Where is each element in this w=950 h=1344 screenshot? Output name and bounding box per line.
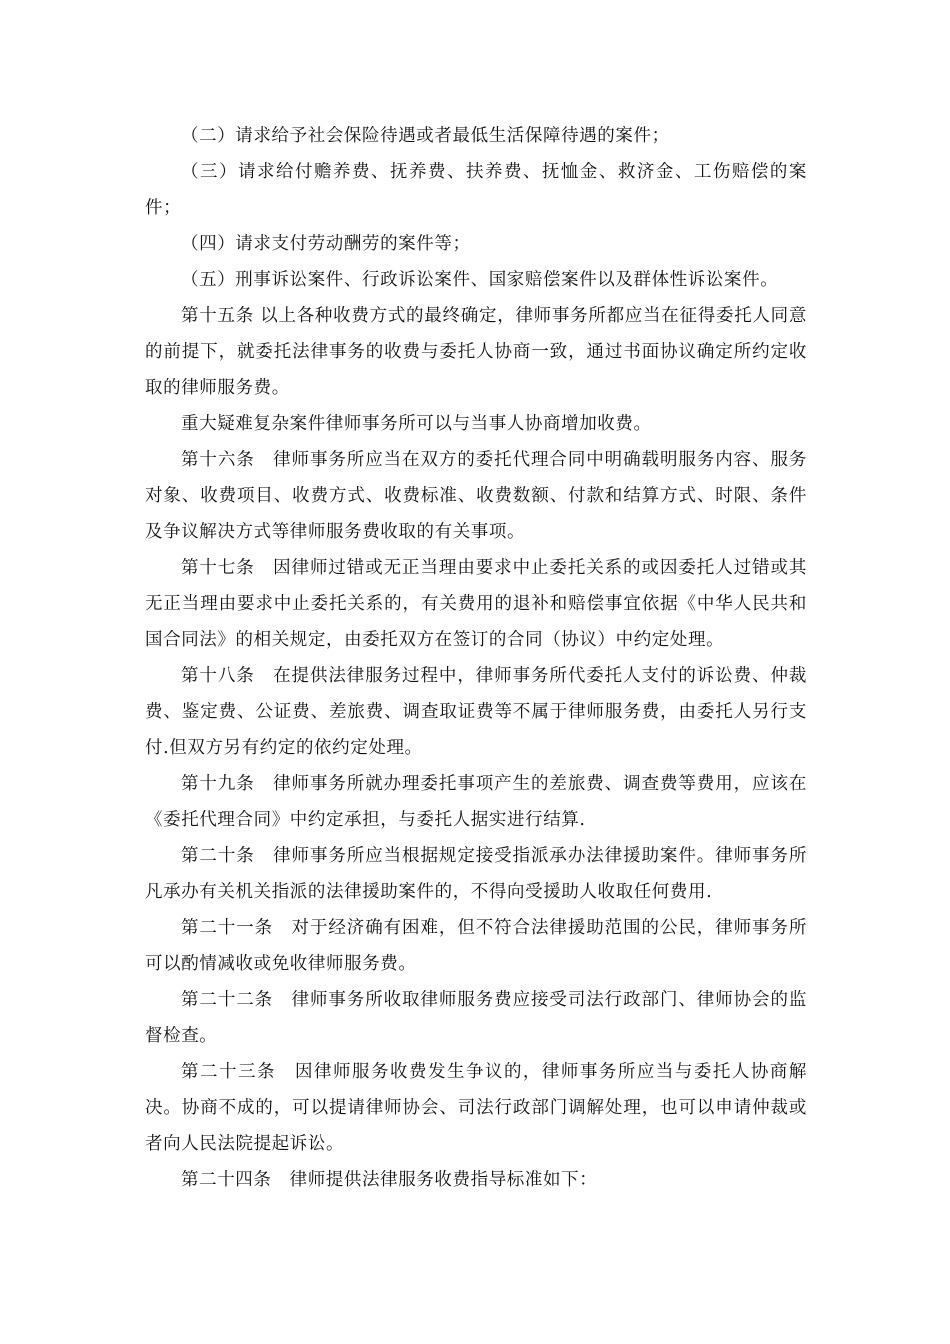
article-18: 第十八条 在提供法律服务过程中，律师事务所代委托人支付的诉讼费、仲裁费、鉴定费、公证费、差旅费、调查取证费等不属于律师服务费，由委托人另行支付.但双方另有约定的依约定处理。 [145,666,807,758]
article-15-supplement: 重大疑难复杂案件律师事务所可以与当事人协商增加收费。 [181,414,652,434]
paragraph-item-4: （四）请求支付劳动酬劳的案件等； [181,234,471,254]
article-23: 第二十三条 因律师服务收费发生争议的，律师事务所应当与委托人协商解决。协商不成的，可以提请律师协会、司法行政部门调解处理，也可以申请仲裁或者向人民法院提起诉讼。 [145,1062,807,1154]
article-24: 第二十四条 律师提供法律服务收费指导标准如下： [181,1170,598,1190]
article-17: 第十七条 因律师过错或无正当理由要求中止委托关系的或因委托人过错或其无正当理由要求中止委托关系的，有关费用的退补和赔偿事宜依据《中华人民共和国合同法》的相关规定，由委托双方在签订的合同（协议）中约定处理。 [145,558,807,650]
article-19: 第十九条 律师事务所就办理委托事项产生的差旅费、调查费等费用，应该在《委托代理合同》中约定承担，与委托人据实进行结算. [145,774,807,830]
article-16: 第十六条 律师事务所应当在双方的委托代理合同中明确载明服务内容、服务对象、收费项目、收费方式、收费标准、收费数额、付款和结算方式、时限、条件及争议解决方式等律师服务费收取的有关事项。 [145,450,807,542]
article-20: 第二十条 律师事务所应当根据规定接受指派承办法律援助案件。律师事务所凡承办有关机关指派的法律援助案件的，不得向受援助人收取任何费用. [145,846,807,902]
paragraph-item-2: （二）请求给予社会保险待遇或者最低生活保障待遇的案件； [181,126,670,146]
article-21: 第二十一条 对于经济确有困难，但不符合法律援助范围的公民，律师事务所可以酌情减收或免收律师服务费。 [145,918,807,974]
article-15: 第十五条 以上各种收费方式的最终确定，律师事务所都应当在征得委托人同意的前提下，就委托法律事务的收费与委托人协商一致，通过书面协议确定所约定收取的律师服务费。 [145,306,807,398]
article-22: 第二十二条 律师事务所收取律师服务费应接受司法行政部门、律师协会的监督检查。 [145,990,807,1046]
document-body [145,118,807,1198]
paragraph-item-3: （三）请求给付赡养费、抚养费、扶养费、抚恤金、救济金、工伤赔偿的案件； [145,162,807,218]
paragraph-item-5: （五）刑事诉讼案件、行政诉讼案件、国家赔偿案件以及群体性诉讼案件。 [181,270,779,290]
